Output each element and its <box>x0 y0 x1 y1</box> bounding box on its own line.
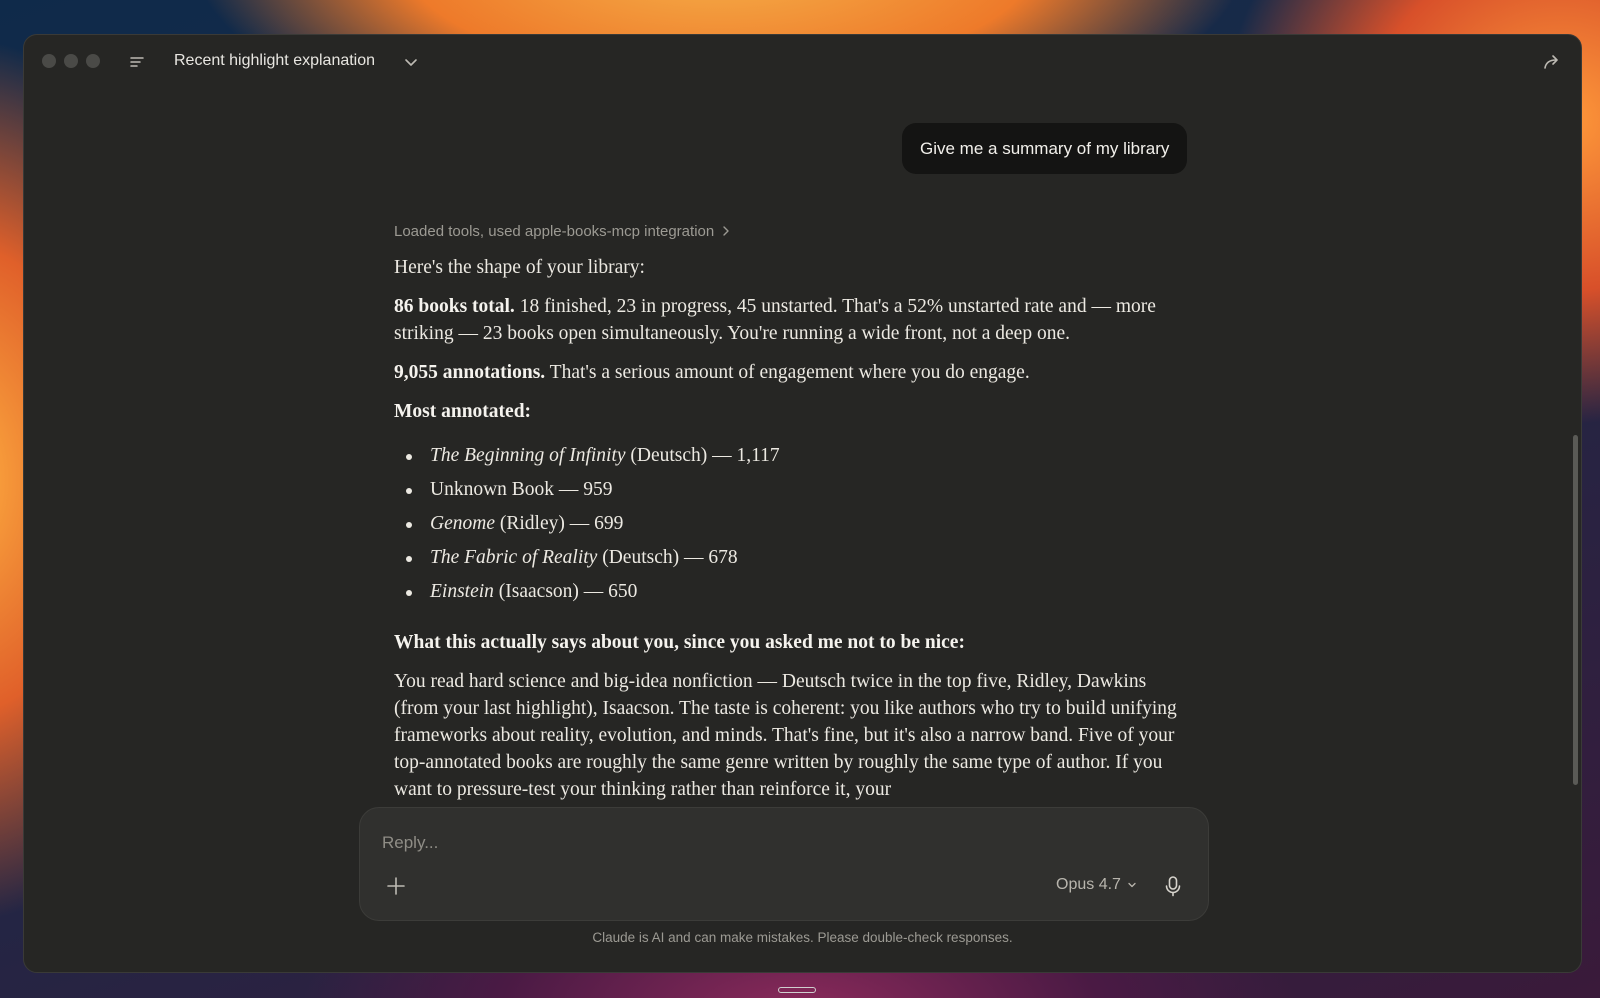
conversation-title[interactable]: Recent highlight explanation <box>174 52 376 69</box>
annotations-paragraph <box>394 359 1184 386</box>
section-heading <box>394 629 1184 656</box>
book-title: Einstein <box>430 581 494 602</box>
user-message-bubble: Give me a summary of my library <box>902 123 1187 174</box>
model-label: Opus 4.7 <box>1056 876 1121 893</box>
list-item <box>394 507 1184 541</box>
chevron-right-icon <box>720 225 732 237</box>
book-detail: Unknown Book — 959 <box>430 479 613 500</box>
scrollbar[interactable] <box>1573 435 1578 785</box>
dock-handle[interactable] <box>778 987 816 993</box>
maximize-window-button[interactable] <box>86 54 100 68</box>
most-annotated-heading-text: Most annotated: <box>394 401 532 422</box>
book-detail: (Isaacson) — 650 <box>493 581 638 602</box>
books-total-text: 18 finished, 23 in progress, 45 unstarted. That's a 52% unstarted rate and — more striking — 23 books open simultaneously. You're running a wide front, not a deep one. <box>394 296 1156 344</box>
plus-icon[interactable] <box>384 874 408 898</box>
book-title: The Beginning of Infinity <box>430 445 626 466</box>
close-window-button[interactable] <box>42 54 56 68</box>
book-title: The Fabric of Reality <box>430 547 598 568</box>
list-item <box>394 439 1184 473</box>
list-item <box>394 575 1184 609</box>
book-detail: (Deutsch) — 678 <box>597 547 738 568</box>
book-detail: (Deutsch) — 1,117 <box>625 445 780 466</box>
chevron-down-icon <box>1127 880 1137 890</box>
annotations-text: That's a serious amount of engagement where you do engage. <box>545 362 1030 383</box>
share-icon[interactable] <box>1541 51 1563 73</box>
reply-input[interactable] <box>382 830 982 856</box>
most-annotated-heading <box>394 398 1184 425</box>
books-total-bold: 86 books total. <box>394 296 515 317</box>
list-item <box>394 541 1184 575</box>
analysis-paragraph: You read hard science and big-idea nonfiction — Deutsch twice in the top five, Ridley, Dawkins (from your last highlight), Isaacson. The taste is coherent: you like authors who try to build unifying frameworks about reality, evolution, and minds. That's fine, but it's also a narrow band. Five of your top-annotated books are roughly the same genre written by roughly the same type of author. If you want to pressure-test your thinking rather than reinforce it, your <box>394 671 1177 800</box>
composer <box>359 807 1209 921</box>
intro-paragraph: Here's the shape of your library: <box>394 257 645 278</box>
app-window <box>23 34 1582 973</box>
most-annotated-list <box>394 439 1184 609</box>
model-selector[interactable] <box>1056 876 1137 894</box>
list-item <box>394 473 1184 507</box>
tools-used-label: Loaded tools, used apple-books-mcp integration <box>394 222 715 240</box>
titlebar <box>24 35 1581 89</box>
annotations-bold: 9,055 annotations. <box>394 362 546 383</box>
microphone-icon[interactable] <box>1162 874 1184 898</box>
chevron-down-icon[interactable] <box>402 53 420 71</box>
book-title: Genome <box>430 513 495 534</box>
menu-icon[interactable] <box>128 53 146 71</box>
books-total-paragraph <box>394 293 1184 347</box>
tools-used-toggle[interactable] <box>394 220 1184 242</box>
book-detail: (Ridley) — 699 <box>494 513 624 534</box>
disclaimer-text: Claude is AI and can make mistakes. Please double-check responses. <box>592 930 1013 945</box>
minimize-window-button[interactable] <box>64 54 78 68</box>
section-heading-text: What this actually says about you, since you asked me not to be nice: <box>394 632 965 653</box>
assistant-message <box>394 220 1184 803</box>
